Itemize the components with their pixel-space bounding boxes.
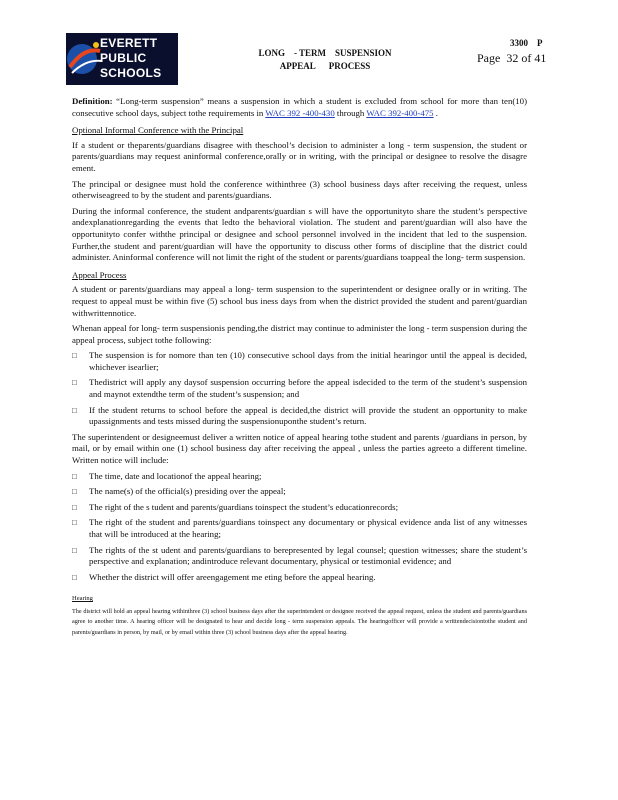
document-title [240, 47, 410, 73]
list-item [72, 405, 527, 428]
list-item [72, 545, 527, 568]
definition-paragraph [72, 96, 527, 119]
checkbox-bullet-icon: □ [72, 502, 77, 512]
definition-label: Definition: [72, 96, 113, 106]
informal-paragraph-1: If a student or theparents/guardians disagree with theschool’s decision to administer a long - term suspension, the student or parents/guardians may request aninformal conference,orally or in writing, with the principal or designee to resolve the disagre ement. [72, 139, 527, 173]
list-item [72, 377, 527, 400]
checkbox-bullet-icon: □ [72, 487, 77, 497]
title-line-2: APPEAL PROCESS [279, 61, 371, 71]
list-item [72, 471, 527, 483]
title-line-1: LONG - TERM SUSPENSION [258, 48, 392, 58]
list-item [72, 517, 527, 540]
bullet-text: The suspension is for nomore than ten (10) consecutive school days from the initial hearingor until the appeal is decided, whichever isearlier; [89, 350, 527, 372]
notice-item-text: The rights of the st udent and parents/guardians to berepresented by legal counsel; question witnesses; share the student’s perspective and explanation; andintroduce relevant documentary, physical or testimonial evidence; and [89, 544, 527, 567]
district-logo [66, 33, 178, 85]
logo-line-2: PUBLIC [100, 51, 147, 65]
checkbox-bullet-icon: □ [72, 545, 77, 555]
logo-text [100, 36, 161, 81]
bullet-text: If the student returns to school before the appeal is decided,the district will provide the student an opportunity to make upassignments and tests missed during the suspensionuponthe student’s return. [89, 404, 527, 427]
checkbox-bullet-icon: □ [72, 351, 77, 361]
logo-line-1: EVERETT [100, 36, 158, 50]
checkbox-bullet-icon: □ [72, 405, 77, 415]
wac-link-2[interactable]: WAC 392-400-475 [366, 107, 434, 118]
hearing-paragraph: The district will hold an appeal hearing withinthree (3) school business days after the superintendent or designee received the appeal request, unless the student and parents/guardians agree to another time. A hearing officer will be designated to hear and decide long - term suspension appeals. The hearingofficer will provide a writtendecisiontothe student and parents/guardians in person, by mail, or by email within three (3) school business days after the appeal hearing. [72, 607, 527, 636]
page-number: Page 32 of 41 [477, 51, 547, 65]
informal-paragraph-3: During the informal conference, the student andparents/guardian s will have the opportunityto share the student’s perspective andexplanationregarding the events that ledto the behavioral violation. The student and parent/guardian will also have the opportunityto confer withthe principal or designee and school personnel involved in the incident that led to the suspension. Further,the student and parent/guardian will have the opportunity to discuss other forms of discipline that the district could administer. Aninformal conference will not limit the right of the student or parents/guardians toappeal the long- term suspension. [72, 205, 527, 263]
bullet-text: Thedistrict will apply any daysof suspension occurring before the appeal isdecided to the term of the student’s suspension and maynot extendthe term of the student’s suspension; and [89, 377, 527, 400]
logo-line-3: SCHOOLS [100, 66, 162, 80]
definition-text-3: . [433, 107, 438, 118]
policy-number: 3300 P [510, 38, 543, 48]
checkbox-bullet-icon: □ [72, 572, 77, 582]
checkbox-bullet-icon: □ [72, 378, 77, 388]
appeal-process-heading: Appeal Process [72, 269, 127, 280]
appeal-paragraph-3: The superintendent or designeemust deliver a written notice of appeal hearing tothe student and parents /guardians in person, by mail, or by email within one (1) school business day after receiving the appeal , unless the parties agreeto a different timeline. Written notice will include: [72, 431, 527, 466]
checkbox-bullet-icon: □ [72, 518, 77, 528]
list-item [72, 486, 527, 498]
document-body [72, 96, 527, 642]
checkbox-bullet-icon: □ [72, 471, 77, 481]
notice-item-text: The time, date and locationof the appeal hearing; [89, 470, 262, 481]
informal-conference-heading: Optional Informal Conference with the Principal [72, 125, 244, 136]
definition-text-1: “Long-term suspension” means a suspension in which a student is excluded from school for more than ten(10) consecutive school days, subject tothe requirements in [72, 96, 527, 118]
notice-item-text: The right of the student and parents/guardians toinspect any documentary or physical evidence anda list of any witnesses that will be introduced at the hearing; [89, 517, 527, 539]
hearing-heading: Hearing [72, 595, 93, 603]
notice-item-text: The right of the s tudent and parents/guardians toinspect the student’s educationrecords; [89, 501, 399, 512]
list-item [72, 572, 527, 584]
list-item [72, 350, 527, 373]
definition-text-2: through [334, 107, 367, 118]
notice-item-text: The name(s) of the official(s) presiding over the appeal; [89, 486, 286, 497]
appeal-paragraph-2: Whenan appeal for long- term suspensionis pending,the district may continue to administer the long - term suspension during the appeal process, subject tothe following: [72, 323, 527, 345]
appeal-paragraph-1: A student or parents/guardians may appeal a long- term suspension to the superintendent or designee orally or in writing. The request to appeal must be within five (5) school bus iness days from when the district provided the student and parent/guardian withwrittennotice. [72, 284, 527, 318]
list-item [72, 502, 527, 514]
notice-item-text: Whether the district will offer areengagement me eting before the appeal hearing. [89, 571, 376, 582]
informal-paragraph-2: The principal or designee must hold the conference withinthree (3) school business days after receiving the request, unless otherwiseagreed to by the student and parents/guardians. [72, 178, 527, 201]
wac-link-1[interactable]: WAC 392 -400-430 [265, 107, 335, 118]
